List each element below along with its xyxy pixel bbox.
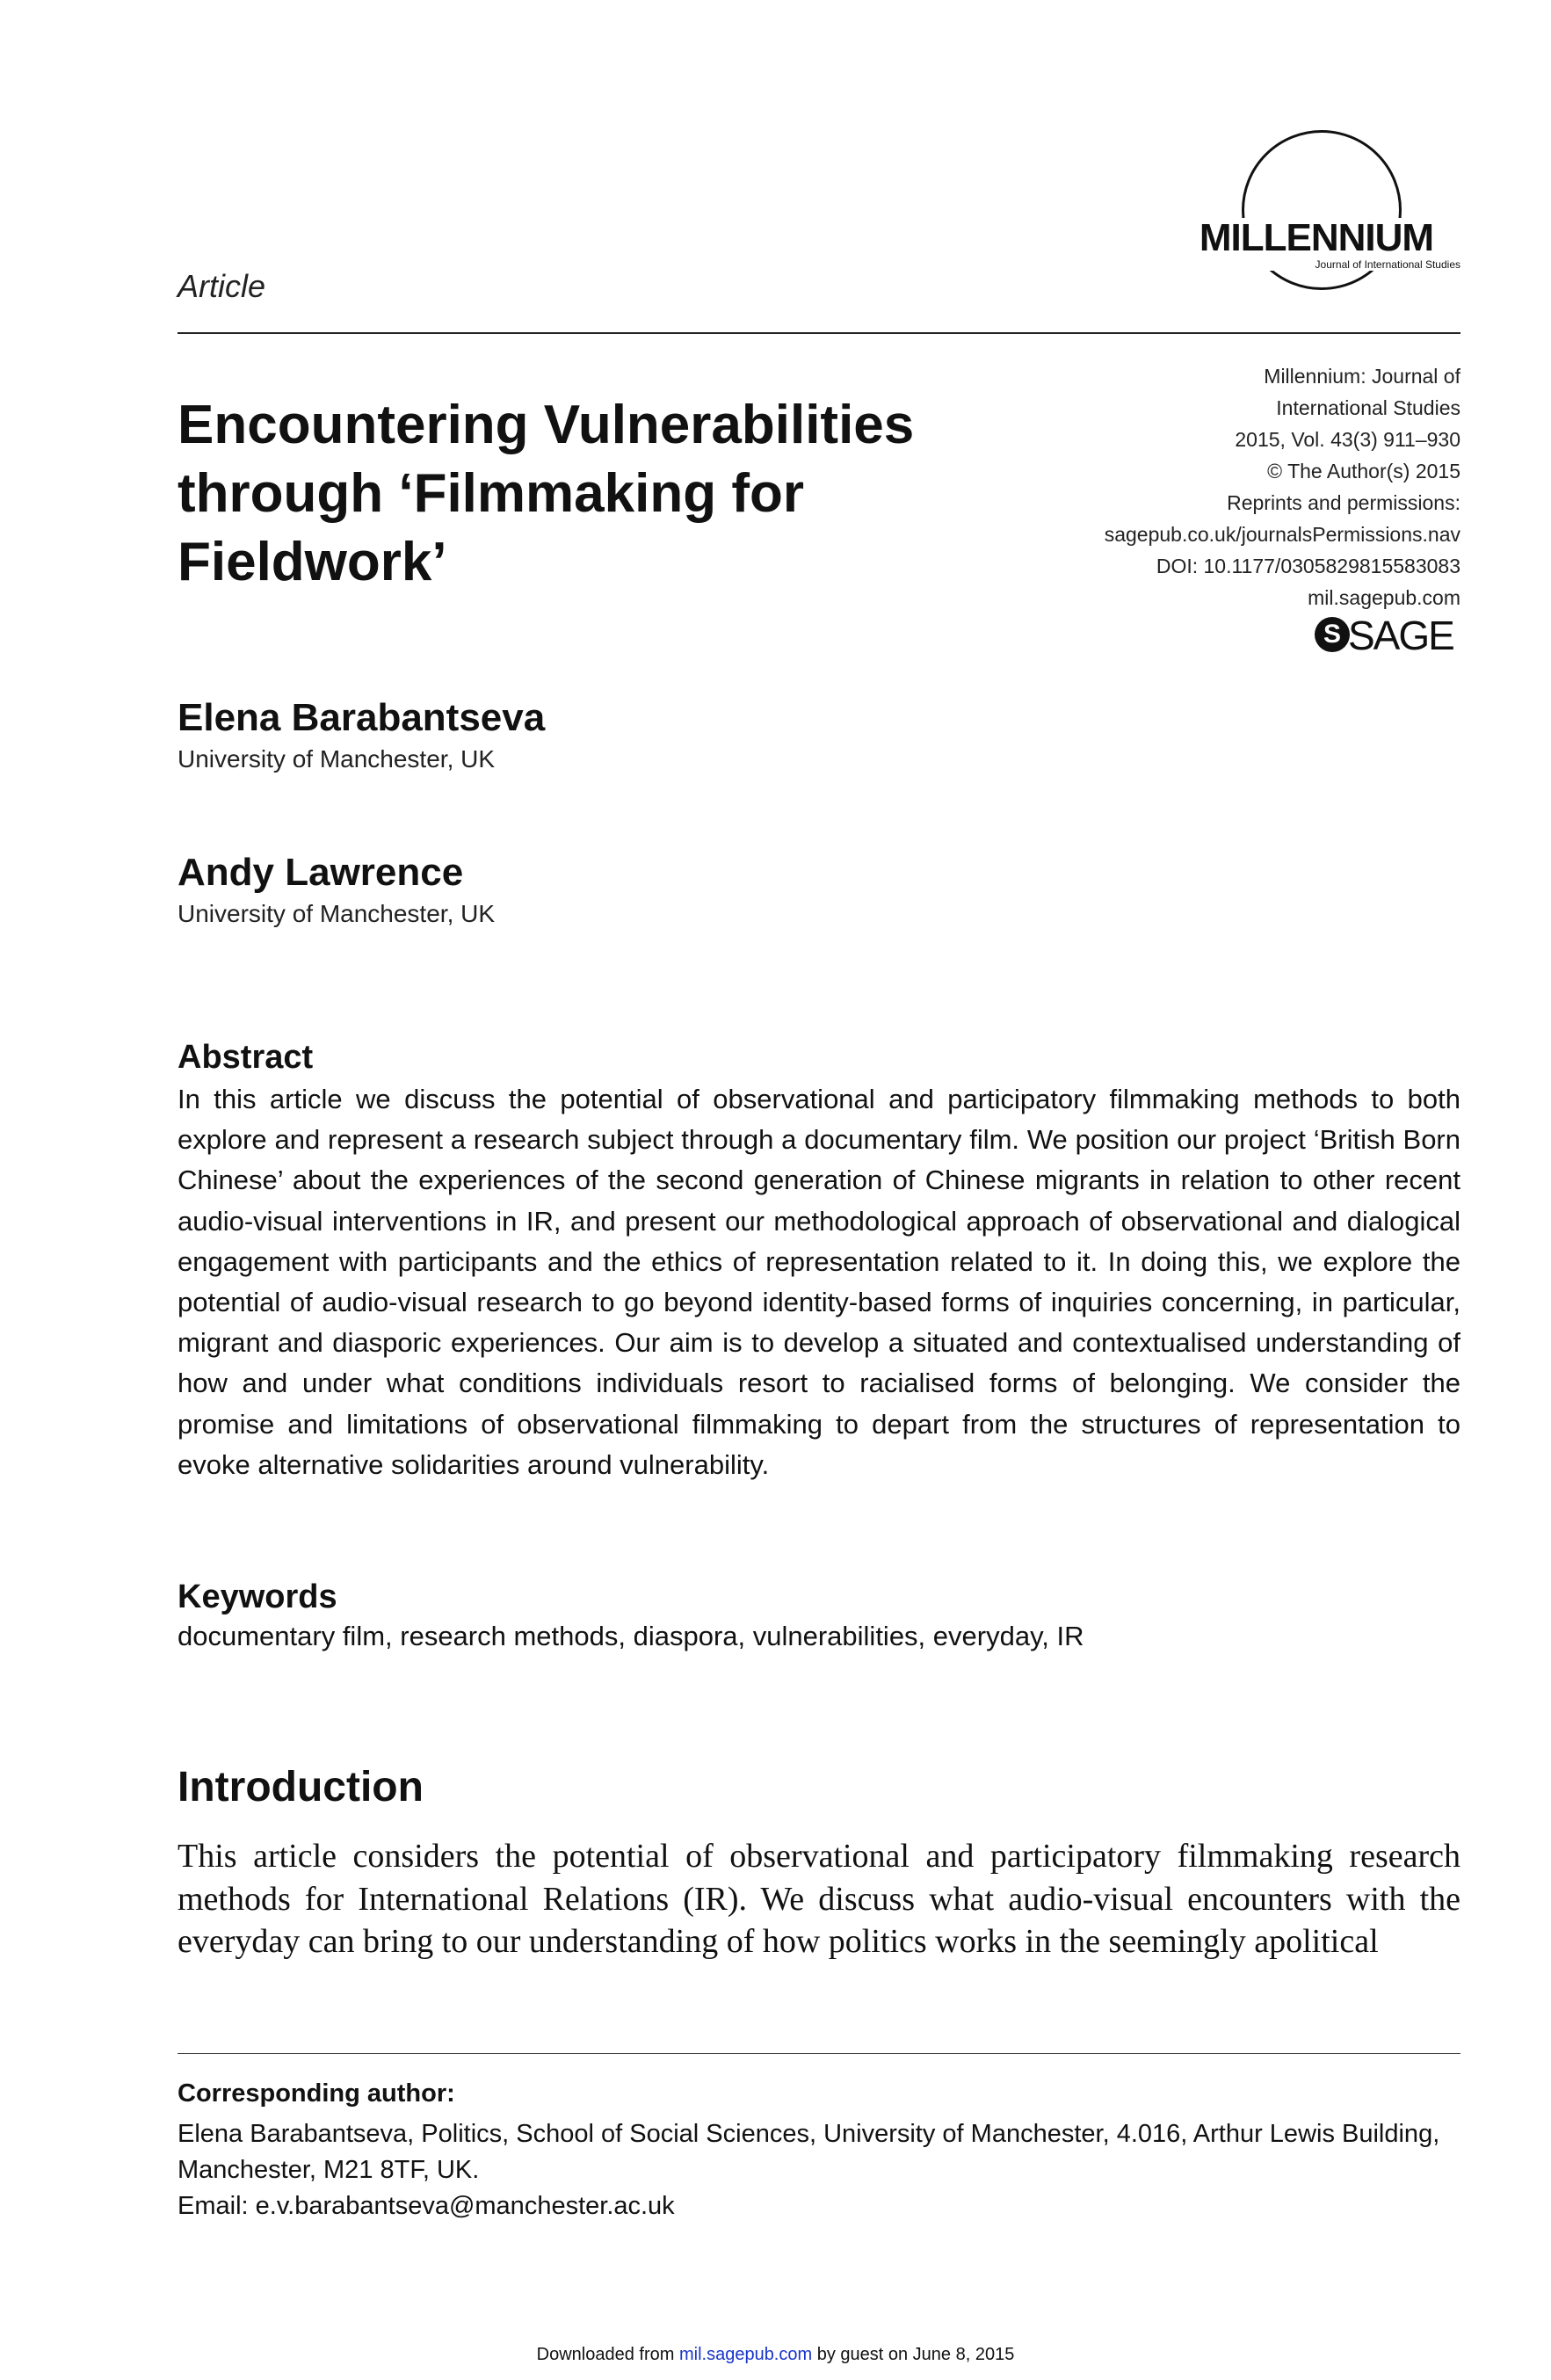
title-line: Encountering Vulnerabilities [178,395,915,455]
title-line: Fieldwork’ [178,532,447,592]
journal-permissions-link[interactable]: sagepub.co.uk/journalsPermissions.nav [1104,523,1460,546]
keywords-heading: Keywords [178,1578,337,1615]
download-source-link[interactable]: mil.sagepub.com [678,2345,813,2364]
journal-info-line: International Studies [1276,396,1460,419]
corresponding-author-address: Elena Barabantseva, Politics, School of Social Sciences, University of Manchester, 4.016, Arthur Lewis Building, Manchester, M21 8TF, UK. [178,2120,1440,2184]
footnote-rule [178,2053,1460,2054]
author-affiliation: University of Manchester, UK [178,745,496,773]
author-name: Andy Lawrence [178,851,464,894]
title-line: through ‘Filmmaking for [178,463,804,524]
article-title [178,391,1021,597]
abstract-heading: Abstract [178,1039,314,1076]
introduction-heading: Introduction [178,1764,424,1810]
article-type-label: Article [178,268,266,304]
corresponding-author-email[interactable]: Email: e.v.barabantseva@manchester.ac.uk [178,2192,675,2220]
journal-logo [1169,130,1464,290]
introduction-text: This article considers the potential of observational and participatory filmmaking research methods for International Relations (IR). We discuss what audio-visual encounters with the everyday can bring to our understanding of how politics works in the seemingly apolitical [178,1838,1460,1960]
journal-info [1004,360,1460,613]
journal-info-line: Reprints and permissions: [1227,491,1460,514]
logo-title: MILLENNIUM [1199,216,1434,259]
sage-logo-text: SAGE [1348,613,1453,658]
corresponding-author-details [178,2116,1460,2224]
journal-website-link[interactable]: mil.sagepub.com [1308,586,1460,609]
keywords-list: documentary film, research methods, diaspora, vulnerabilities, everyday, IR [178,1621,1084,1651]
author-affiliation: University of Manchester, UK [178,900,496,927]
author-name: Elena Barabantseva [178,696,546,739]
corresponding-author-heading: Corresponding author: [178,2079,455,2108]
abstract-text: In this article we discuss the potential of observational and participatory filmmaking methods to both explore and represent a research subject through a documentary film. We position our project ‘British Born Chinese’ about the experiences of the second generation of Chinese migrants in relation to other recent audio-visual interventions in IR, and present our methodological approach of observational and dialogical engagement with participants and the ethics of representation related to it. In doing this, we explore the potential of audio-visual research to go beyond identity-based forms of inquiries concerning, in particular, migrant and diasporic experiences. Our aim is to develop a situated and contextualised understanding of how and under what conditions individuals resort to racialised forms of belonging. We consider the promise and limitations of observational filmmaking to depart from the structures of representation to evoke alternative solidarities around vulnerability. [178,1084,1460,1480]
journal-info-line: Millennium: Journal of [1264,365,1460,388]
download-suffix: by guest on June 8, 2015 [812,2345,1015,2364]
download-footer [0,2345,1551,2365]
header-rule [178,332,1460,334]
download-prefix: Downloaded from [536,2345,679,2364]
journal-info-line: © The Author(s) 2015 [1267,460,1460,483]
logo-subtitle: Journal of International Studies [1315,258,1460,271]
journal-info-line: 2015, Vol. 43(3) 911–930 [1235,428,1460,451]
sage-logo [1315,612,1460,661]
doi-line[interactable]: DOI: 10.1177/0305829815583083 [1156,555,1460,577]
sage-logo-mark: S [1315,617,1350,652]
